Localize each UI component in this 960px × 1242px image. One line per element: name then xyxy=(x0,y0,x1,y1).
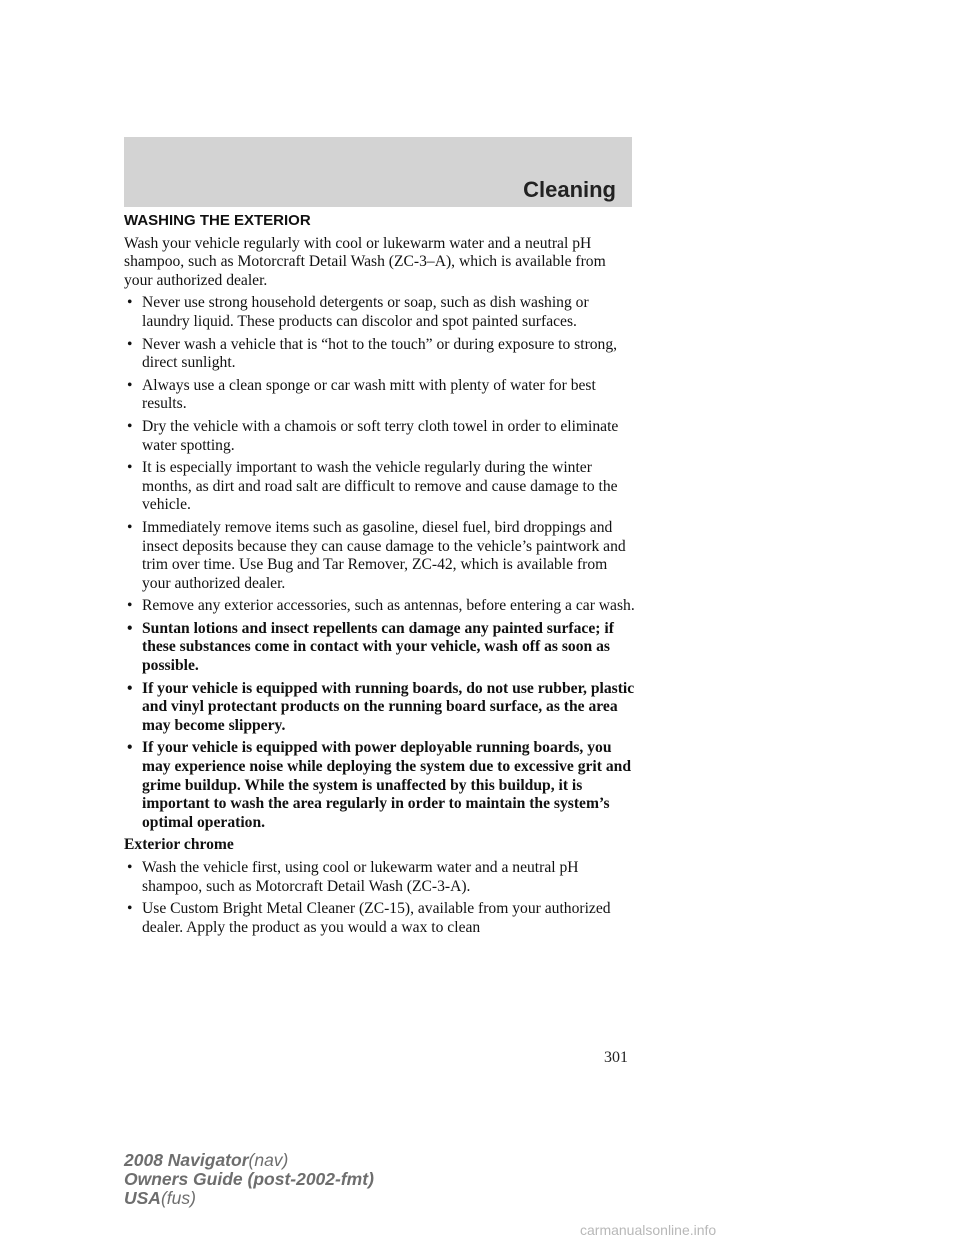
document-footer xyxy=(124,1151,374,1208)
bullet-icon: • xyxy=(127,859,133,876)
watermark: carmanualsonline.info xyxy=(580,1222,717,1238)
warning-item: • Suntan lotions and insect repellents can damage any painted surface; if these substances come in contact with your vehicle, wash off as soon as possible. xyxy=(127,619,614,675)
footer-line-guide: Owners Guide (post-2002-fmt) xyxy=(124,1169,374,1189)
bullet-icon: • xyxy=(127,294,133,312)
warning-item: • If your vehicle is equipped with running boards, do not use rubber, plastic and vinyl protectant products on the running board surface, as the area may become slippery. xyxy=(127,679,635,734)
bullet-icon: • xyxy=(127,679,133,697)
list-item: • Never use strong household detergents or soap, such as dish washing or laundry liquid. These products can discolor and spot painted surfaces. xyxy=(127,294,589,330)
page-number: 301 xyxy=(604,1049,628,1066)
bullet-icon: • xyxy=(127,739,133,757)
list-item: • Remove any exterior accessories, such as antennas, before entering a car wash. xyxy=(127,597,635,615)
bullet-icon: • xyxy=(127,335,133,353)
bullet-icon: • xyxy=(127,900,133,918)
bullet-icon: • xyxy=(127,376,133,394)
bullet-icon: • xyxy=(127,459,133,477)
bullet-icon: • xyxy=(127,619,133,637)
section-title: Cleaning xyxy=(523,177,616,202)
intro-paragraph: Wash your vehicle regularly with cool or lukewarm water and a neutral pH shampoo, such as Motorcraft Detail Wash (ZC-3–A), which is available from your authorized dealer. xyxy=(124,234,606,289)
washing-tips-list xyxy=(124,294,636,832)
list-item: • It is especially important to wash the vehicle regularly during the winter months, as dirt and road salt are difficult to remove and cause damage to the vehicle. xyxy=(127,459,618,514)
exterior-chrome-heading: Exterior chrome xyxy=(124,836,234,854)
list-item: • Dry the vehicle with a chamois or soft terry cloth towel in order to eliminate water spotting. xyxy=(127,417,619,454)
bullet-icon: • xyxy=(127,417,133,435)
footer-line-market: USA(fus) xyxy=(124,1188,196,1208)
chrome-tips-list xyxy=(124,859,636,937)
list-item: • Immediately remove items such as gasoline, diesel fuel, bird droppings and insect deposits because they can cause damage to the vehicle’s paintwork and trim over time. Use Bug and Tar Remover, ZC-42, which is available from your authorized dealer. xyxy=(127,518,626,592)
list-item: • Use Custom Bright Metal Cleaner (ZC-15), available from your authorized dealer. Apply the product as you would a wax to clean xyxy=(127,900,611,936)
page-content xyxy=(124,212,636,941)
list-item: • Wash the vehicle first, using cool or lukewarm water and a neutral pH shampoo, such as Motorcraft Detail Wash (ZC-3-A). xyxy=(127,859,579,895)
footer-line-model: 2008 Navigator(nav) xyxy=(124,1150,289,1170)
header-band xyxy=(124,137,632,207)
bullet-icon: • xyxy=(127,518,133,536)
list-item: • Never wash a vehicle that is “hot to the touch” or during exposure to strong, direct sunlight. xyxy=(127,335,618,372)
list-item: • Always use a clean sponge or car wash mitt with plenty of water for best results. xyxy=(127,376,596,413)
bullet-icon: • xyxy=(127,597,133,615)
warning-item: • If your vehicle is equipped with power deployable running boards, you may experience noise while deploying the system due to excessive grit and grime buildup. While the system is unaffected by this buildup, it is important to wash the area regularly in order to maintain the system’s optimal operation. xyxy=(127,739,631,831)
section-heading: WASHING THE EXTERIOR xyxy=(124,212,311,229)
